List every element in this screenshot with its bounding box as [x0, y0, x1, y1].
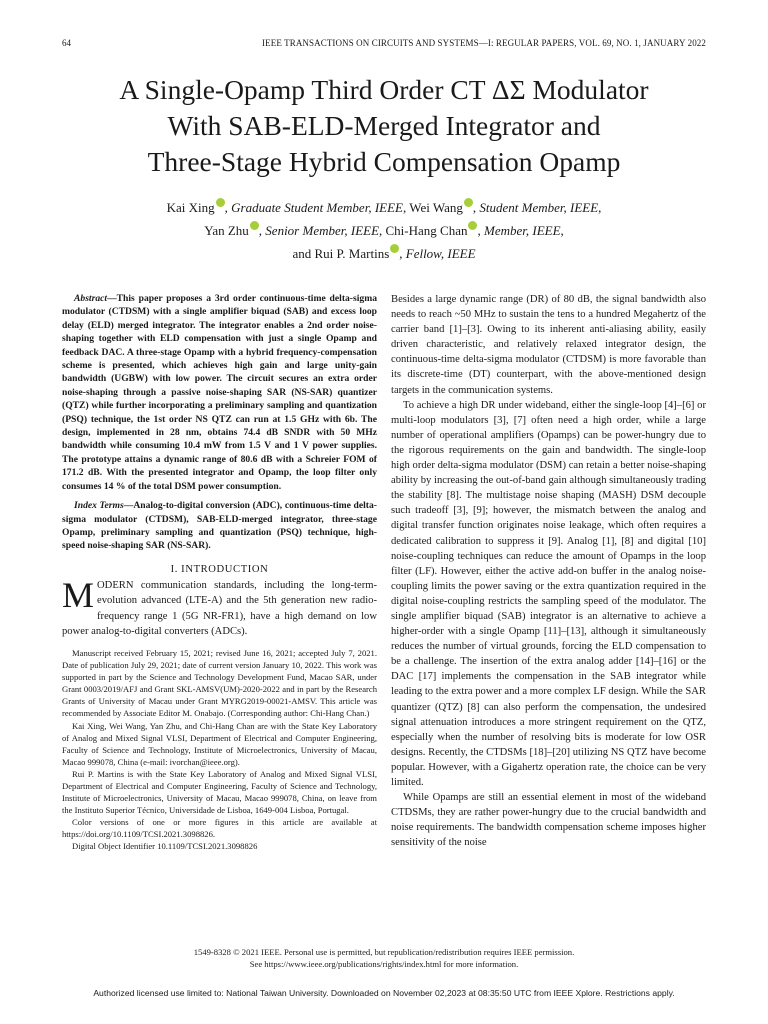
title-line-1: A Single-Opamp Third Order CT ΔΣ Modulator: [119, 74, 649, 105]
abstract-text: —This paper proposes a 3rd order continuous-time delta-sigma modulator (CTDSM) with a single amplifier biquad (SAB) and excess loop delay (ELD) merged integrator. The integrator enables a 2nd order noise-shaping together with ELD compensation with just a single Opamp and feedback DAC. A three-stage Opamp with a hybrid frequency-compensation scheme is presented, which achieves high gain and large unity-gain bandwidth (UGBW) with low power. The circuit secures an extra order noise-shaping through a passive noise-shaping SAR (NS-SAR) quantizer (QTZ) while further incorporating a preliminary sampling and quantization (PSQ) technique, the 1st order NS QTZ can run at 1.5 GHz with 6b. The design, implemented in 28 nm, obtains 74.4 dB SNDR with 50 MHz bandwidth while consuming 10.4 mW from 1.5 V and 1 V power supplies. The prototype attains a dynamic range of 80.6 dB with a Schreier FOM of 171.2 dB. With the presented integrator and Opamp, the loop filter only consumes 14 % of the total DSM power consumption.: [62, 293, 377, 492]
intro-text: ODERN communication standards, including the long-term-evolution advanced (LTE-A) and the 5th generation new radio-frequency range 1 (5G NR-FR1), have a high demand on low power analog-to-digital converters (ADCs).: [62, 580, 377, 637]
footnote-affiliation-1: Kai Xing, Wei Wang, Yan Zhu, and Chi-Hang Chan are with the State Key Laboratory of Analog and Mixed Signal VLSI, Department of Electrical and Computer Engineering, Faculty of Science and Technology, Institute of Microelectronics, University of Macau, Macao 999078, China (e-mail: ivorchan@ieee.org).: [62, 720, 377, 767]
footnote-color: Color versions of one or more figures in this article are available at https://doi.org/10.1109/TCSI.2021.3098826.: [62, 817, 377, 840]
author-role: Student Member, IEEE: [479, 200, 599, 215]
copyright-notice: [62, 947, 706, 970]
orcid-icon[interactable]: [250, 221, 259, 230]
abstract: [62, 292, 377, 493]
index-terms-label: Index Terms: [74, 500, 124, 512]
author-role: Fellow, IEEE: [405, 246, 476, 261]
abstract-label: Abstract: [74, 293, 108, 304]
author-name[interactable]: Yan Zhu: [204, 223, 249, 238]
author-name[interactable]: Rui P. Martins: [314, 246, 390, 261]
title-line-2: With SAB-ELD-Merged Integrator and: [167, 110, 601, 141]
author-name[interactable]: Kai Xing: [166, 200, 215, 215]
drop-cap: M: [62, 575, 95, 616]
index-terms-text: —Analog-to-digital conversion (ADC), continuous-time delta-sigma modulator (CTDSM), SAB-ELD-merged integrator, three-stage Opamp, preliminary sampling and quantization (PSQ) technique, high-speed noise-shaping SAR (NS-SAR).: [62, 500, 377, 552]
author-list: Kai Xing , Graduate Student Member, IEEE, Wei Wang , Student Member, IEEE, Yan Zhu , Senior Member, IEEE, Chi-Hang Chan , Member, IEEE, and Rui P. Martins , Fellow, IEEE: [166, 200, 602, 261]
footnote-doi: Digital Object Identifier 10.1109/TCSI.2021.3098826: [72, 841, 258, 852]
orcid-icon[interactable]: [216, 198, 225, 207]
author-name[interactable]: Wei Wang: [409, 200, 463, 215]
intro-paragraph: [62, 575, 377, 639]
author-role: Graduate Student Member, IEEE: [231, 200, 403, 215]
section-heading: I. INTRODUCTION: [170, 563, 269, 575]
paper-title: [40, 72, 728, 180]
journal-header: IEEE TRANSACTIONS ON CIRCUITS AND SYSTEMS—I: REGULAR PAPERS, VOL. 69, NO. 1, JANUARY 2022: [262, 38, 706, 48]
orcid-icon[interactable]: [390, 244, 399, 253]
footnotes: [62, 647, 377, 853]
title-line-3: Three-Stage Hybrid Compensation Opamp: [147, 146, 621, 177]
body-paragraph: To achieve a high DR under wideband, either the single-loop [4]–[6] or multi-loop modulators [3], [7] often need a high order, while a large number of operational amplifiers (Opamps) can be power-hungry due to the rigorous requirements on the gain and bandwidth. The single-loop high order delta-sigma modulator (DSM) can retain a better noise-shaping ability by increasing the out-of-band gain although simultaneously trading the stability [8]. The multistage noise shaping (MASH) DSM decouple such tradeoff [3], [9]; however, the mismatch between the analog and digital transfer function originates noise leakage, which often requires a dedicated calibration to suppress it [9]. Analog [1], [8] and digital [10] noise-coupling techniques can reduce the amount of Opamps in the loop filter (LF). However, either the active add-on buffer in the analog noise-coupling limits the power saving or the extra quantization required in the digital noise-coupling restricts the sampling speed of the modulator. The single amplifier biquad (SAB) integrator is an alternative to achieve a higher-order with a single Opamp [11]–[13], although it simultaneously reduces the number of virtual grounds, forcing the ELD compensation to be a challenge. The insertion of the extra analog adder [14]–[16] or the DAC [17] implements the compensation in the SAB integrator while leading to the extra power and a more complex LF design. While the SAR quantizer (QTZ) [8] can also perform the compensation, the undesired signal attenuation introduces a more stringent requirement on the QTZ, especially when the number of resolving bits is moderate for low OSR designs. Recently, the CTDSMs [18]–[20] utilizing NS QTZ have become popular. However, with a Gigahertz operation rate, the choice can be very limited.: [391, 399, 706, 788]
body-paragraph: While Opamps are still an essential element in most of the wideband CTDSMs, they are rather power-hungry due to the crucial bandwidth and noise requirements. The bandwidth compensation scheme imposes higher sensitivity of the noise: [391, 792, 706, 849]
orcid-icon[interactable]: [464, 198, 473, 207]
copyright-line-2: See https://www.ieee.org/publications/rights/index.html for more information.: [249, 958, 519, 969]
right-column: [391, 292, 706, 850]
page-number: 64: [62, 38, 71, 48]
footnote-affiliation-2: Rui P. Martins is with the State Key Laboratory of Analog and Mixed Signal VLSI, Department of Electrical and Computer Engineering, Faculty of Science and Technology, Institute of Microelectronics, University of Macau, Macao 999078, China, on leave from the Instituto Superior Técnico, Universidade de Lisboa, 1649-004 Lisboa, Portugal.: [62, 768, 377, 816]
body-paragraph: Besides a large dynamic range (DR) of 80 dB, the signal bandwidth also needs to reach ~50 MHz to sustain the tens to a hundred Megahertz of the carrier band [1]–[3]. Owing to its inherent anti-aliasing ability, easily driven characteristic, and relatively relaxed integrator design, the continuous-time delta-sigma modulator (CTDSM) is more favorable than its discrete-time (DT) counterpart, with the above-mentioned design targets in the communication systems.: [391, 294, 706, 396]
orcid-icon[interactable]: [468, 221, 477, 230]
left-column: [62, 292, 377, 853]
author-role: Member, IEEE: [483, 223, 561, 238]
copyright-line-1: 1549-8328 © 2021 IEEE. Personal use is permitted, but republication/redistribution requires IEEE permission.: [193, 947, 575, 957]
footnote-manuscript: Manuscript received February 15, 2021; revised June 16, 2021; accepted July 7, 2021. Date of publication July 29, 2021; date of current version January 10, 2022. This work was supported in part by the Science and Technology Development Fund, Macao SAR, under Grant 0003/2019/AFJ and Grant SKL-AMSV(UM)-2020-2022 and in part by the Research Grants of University of Macau under Grant MYRG2019-00021-AMSV. This article was recommended by Associate Editor M. Onabajo. (Corresponding author: Chi-Hang Chan.): [62, 647, 377, 719]
author-role: Senior Member, IEEE: [265, 223, 380, 238]
index-terms: [62, 499, 377, 553]
license-notice: Authorized licensed use limited to: National Taiwan University. Downloaded on November 02,2023 at 08:35:50 UTC from IEEE Xplore. Restrictions apply.: [93, 988, 675, 998]
author-name[interactable]: Chi-Hang Chan: [385, 223, 468, 238]
